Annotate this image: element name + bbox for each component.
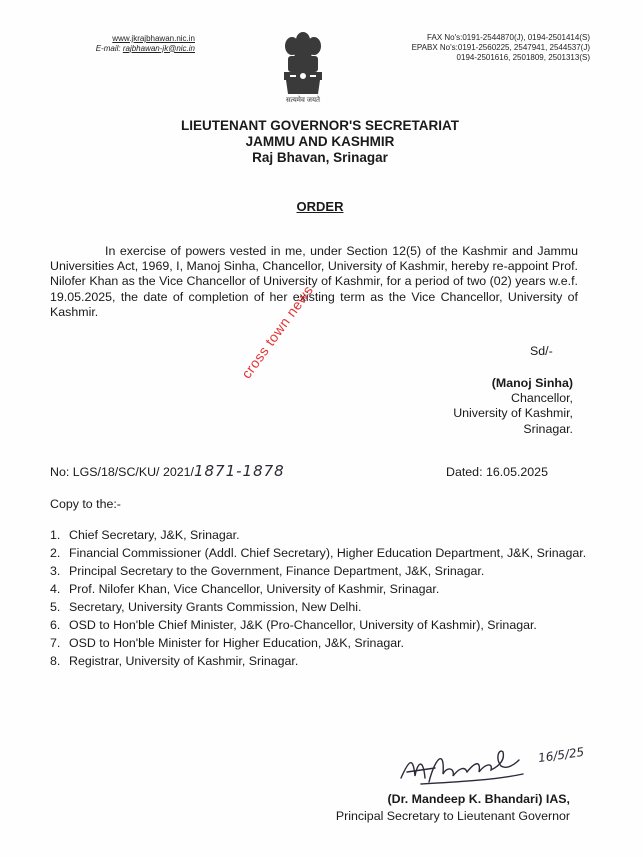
copy-to-heading: Copy to the:-: [50, 497, 121, 511]
epabx-numbers-2: 0194-2501616, 2501809, 2501313(S): [456, 53, 590, 62]
copy-list: [50, 528, 590, 672]
website-link[interactable]: www.jkrajbhawan.nic.in: [112, 34, 195, 43]
list-item: [50, 564, 590, 579]
list-item-number: 5.: [50, 600, 61, 614]
header-contact-right: [345, 33, 590, 63]
list-item: [50, 600, 590, 615]
signature-date-handwritten: 16/5/25: [537, 744, 586, 766]
header-contact-left: [70, 34, 195, 53]
signatory-place: Srinagar.: [523, 421, 573, 436]
order-number: [50, 462, 285, 480]
list-item-text: Secretary, University Grants Commission, New Delhi.: [69, 600, 362, 614]
list-item: [50, 528, 590, 543]
secretary-name: (Dr. Mandeep K. Bhandari) IAS,: [387, 792, 570, 806]
order-number-handwritten: 1871-1878: [193, 462, 285, 480]
secretary-designation: Principal Secretary to Lieutenant Governor: [335, 809, 570, 823]
list-item: [50, 618, 590, 633]
list-item: [50, 636, 590, 651]
watermark-text: cross town news: [238, 282, 317, 382]
list-item-number: 3.: [50, 564, 61, 578]
signatory-designation: Chancellor,: [511, 391, 573, 406]
list-item-number: 2.: [50, 546, 61, 560]
email-line: [70, 44, 195, 54]
list-item-number: 8.: [50, 654, 61, 668]
signatory-org: University of Kashmir,: [453, 406, 573, 421]
order-heading: ORDER: [296, 199, 344, 214]
fax-numbers: FAX No's:0191-2544870(J), 0194-2501414(S): [427, 33, 590, 42]
order-date: Dated: 16.05.2025: [446, 465, 548, 479]
email-link[interactable]: rajbhawan-jk@nic.in: [122, 43, 195, 53]
secretary-signature-block: [300, 791, 570, 825]
emblem-motto: सत्यमेव जयते: [285, 97, 321, 104]
list-item-text: Financial Commissioner (Addl. Chief Secretary), Higher Education Department, J&K, Srinagar.: [69, 546, 587, 560]
list-item-text: Chief Secretary, J&K, Srinagar.: [69, 528, 240, 542]
order-number-prefix: No: LGS/18/SC/KU/ 2021/: [50, 465, 194, 479]
office-title: [150, 118, 490, 166]
list-item-text: Registrar, University of Kashmir, Srinagar.: [69, 654, 299, 668]
list-item-text: OSD to Hon'ble Chief Minister, J&K (Pro-Chancellor, University of Kashmir), Srinagar.: [69, 618, 537, 632]
list-item: [50, 654, 590, 669]
list-item-text: Principal Secretary to the Government, Finance Department, J&K, Srinagar.: [69, 564, 485, 578]
office-line-2: JAMMU AND KASHMIR: [245, 134, 395, 149]
list-item-text: OSD to Hon'ble Minister for Higher Education, J&K, Srinagar.: [69, 636, 405, 650]
list-item-number: 7.: [50, 636, 61, 650]
signatory-name: (Manoj Sinha): [491, 376, 573, 390]
list-item-number: 4.: [50, 582, 61, 596]
list-item-number: 6.: [50, 618, 61, 632]
epabx-numbers: EPABX No's:0191-2560225, 2547941, 2544537(J): [411, 43, 590, 52]
list-item-number: 1.: [50, 528, 61, 542]
office-line-1: LIEUTENANT GOVERNOR'S SECRETARIAT: [181, 118, 459, 133]
chancellor-signature-block: [380, 376, 573, 437]
list-item: [50, 582, 590, 597]
office-line-3: Raj Bhavan, Srinagar: [252, 150, 388, 165]
list-item-text: Prof. Nilofer Khan, Vice Chancellor, University of Kashmir, Srinagar.: [69, 582, 440, 596]
order-body: In exercise of powers vested in me, under Section 12(5) of the Kashmir and Jammu Universities Act, 1969, I, Manoj Sinha, Chancellor, University of Kashmir, hereby re-appoint Prof. Nilofer Khan as the Vice Chancellor of University of Kashmir, for a period of two (02) years w.e.f. 19.05.2025, the date of completion of her existing term as the Vice Chancellor, University of Kashmir.: [50, 244, 578, 319]
email-label: E-mail:: [95, 43, 121, 53]
signed-marker: Sd/-: [530, 344, 553, 358]
list-item: [50, 546, 590, 561]
